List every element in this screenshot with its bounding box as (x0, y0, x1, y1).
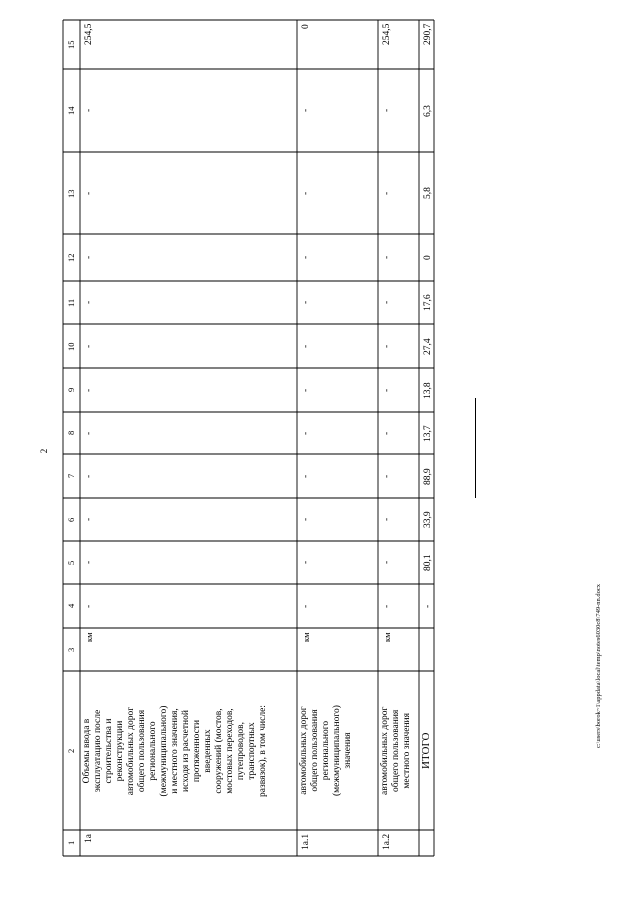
page-number: 2 (39, 448, 49, 454)
row-name-line: регионального (148, 720, 158, 781)
row-name-line: эксплуатацию после (93, 709, 103, 792)
row-name-line: автомобильных дорог (126, 706, 136, 795)
separator-line (475, 398, 476, 498)
data-table: 1 2 3 4 5 6 7 8 9 10 11 12 13 14 15 1а Объемы ввода в эксплуатацию после строительства и реконструкции автомобильных дорог общего пользования регионального (межмуниципального) и местного значения, исходя из расчетной протяженности введенных сооружений (мостов, мостовых переходов, путепроводов, транспортных развязок), в том числе: км - - - - - - - - - - - 254,5 1а.1 автомобильных дорог общего пользования регионального (межмуниципального) значения км - - - - - - - - - - - 0 1а.2 автомобильных дорог общего пользования местного значения км - - - - - - - - - - - 254,5 ИТОГО - 80,1 33,9 88,9 13,7 13,8 27,4 17,6 0 5,8 6,3 290,7 (63, 20, 434, 856)
row-name-line: регионального (321, 720, 331, 781)
row-name-line: мостовых переходов, (225, 707, 235, 794)
row-name-line: общего пользования (137, 709, 147, 792)
row-name-line: общего пользования (391, 709, 401, 792)
row-name-line: реконструкции (115, 720, 125, 781)
row-name-line: (межмуниципального) (332, 705, 342, 796)
row-name-line: сооружений (мостов, (214, 707, 224, 794)
row-name-line: (межмуниципального) (159, 705, 169, 796)
row-name-line: строительства и (104, 718, 114, 783)
row-name-line: развязок), в том числе: (258, 704, 268, 797)
row-name-line: ИТОГО (420, 732, 432, 769)
row-name-line: введенных (203, 728, 213, 773)
row-name-line: значения (343, 732, 353, 769)
row-name-line: местного значения (402, 712, 412, 789)
row-name-line: общего пользования (310, 709, 320, 792)
row-name-line: путепроводов, (236, 721, 246, 780)
row-name-line: протяженности (192, 719, 202, 782)
row-name-line: автомобильных дорог (299, 706, 309, 795)
row-name-line: и местного значения, (170, 707, 180, 794)
row-name-line: исходя из расчетной (181, 709, 191, 792)
row-name-line: автомобильных дорог (380, 706, 390, 795)
row-name-line: Объемы ввода в (82, 718, 92, 783)
file-path-text: c:\users\borok~1\appdata\local\temp\notes6030c8\749-nn.docx (595, 584, 602, 748)
row-name-line: транспортных (247, 721, 257, 780)
